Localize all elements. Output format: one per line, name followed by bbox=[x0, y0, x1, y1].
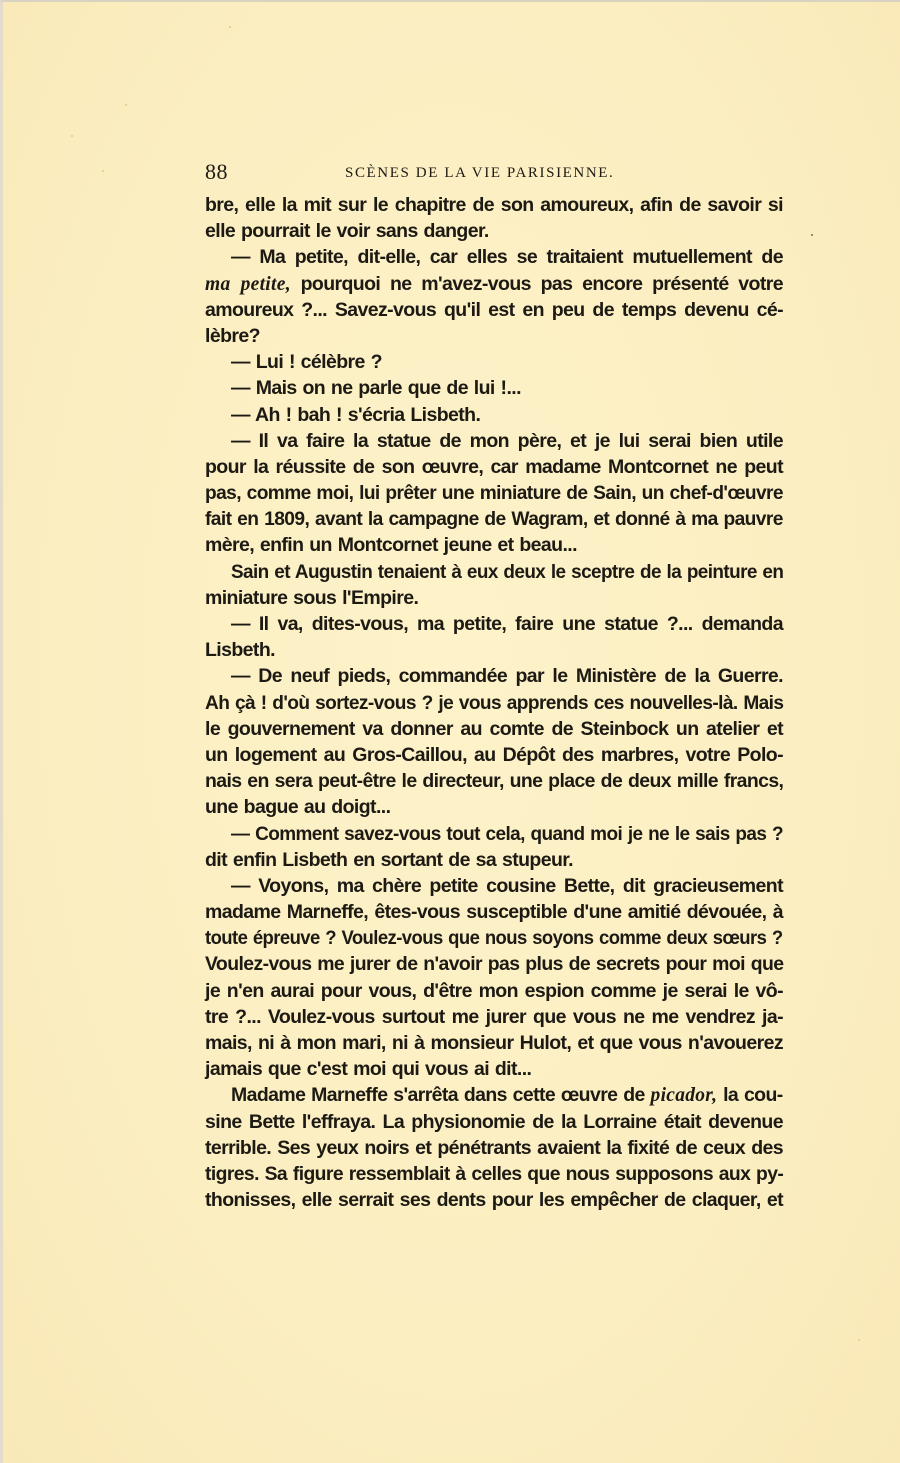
text-line bbox=[205, 375, 783, 401]
text-line bbox=[205, 297, 783, 323]
text-line-content: miniature sous l'Empire. bbox=[205, 586, 419, 609]
paper-speck bbox=[858, 1339, 860, 1341]
text-line-content: madame Marneffe, êtes-vous susceptible d'une amitié dévouée, à bbox=[205, 901, 783, 924]
text-line-content: Lisbeth. bbox=[205, 639, 275, 662]
text-line bbox=[205, 1030, 783, 1056]
text-line bbox=[205, 559, 783, 585]
text-line-content: — Mais on ne parle que de lui !... bbox=[231, 377, 521, 400]
text-line bbox=[205, 271, 783, 297]
text-line bbox=[205, 742, 783, 768]
text-line-content: elle pourrait le voir sans danger. bbox=[205, 220, 489, 243]
text-line-content: lèbre? bbox=[205, 324, 260, 347]
paper-speck bbox=[811, 234, 813, 236]
text-line bbox=[205, 192, 783, 218]
text-line-content: tre ?... Voulez-vous surtout me jurer que vous ne me vendrez ja- bbox=[205, 1005, 783, 1028]
text-line bbox=[205, 1109, 783, 1135]
text-line bbox=[205, 690, 783, 716]
text-run: Madame Marneffe s'arrêta dans cette œuvre de bbox=[231, 1084, 651, 1107]
text-line-content: sine Bette l'effraya. La physionomie de la Lorraine était devenue bbox=[205, 1110, 783, 1133]
text-line bbox=[205, 637, 783, 663]
text-run: la cou- bbox=[717, 1084, 783, 1107]
text-line-content bbox=[205, 271, 783, 298]
text-line-content: un logement au Gros-Caillou, au Dépôt des marbres, votre Polo- bbox=[205, 743, 783, 766]
text-line bbox=[205, 611, 783, 637]
text-line-content: — Il va faire la statue de mon père, et je lui serai bien utile bbox=[231, 429, 783, 452]
text-line-content: mère, enfin un Montcornet jeune et beau... bbox=[205, 534, 577, 557]
text-line bbox=[205, 951, 783, 977]
text-line bbox=[205, 663, 783, 689]
text-line bbox=[205, 821, 783, 847]
text-line-content: une bague au doigt... bbox=[205, 796, 391, 819]
text-line bbox=[205, 428, 783, 454]
text-line bbox=[205, 1082, 783, 1108]
text-line-content: tigres. Sa figure ressemblait à celles que nous supposons aux py- bbox=[205, 1162, 784, 1185]
text-line bbox=[205, 1056, 783, 1082]
text-line bbox=[205, 1187, 783, 1213]
text-line bbox=[205, 480, 783, 506]
text-line-content: Ah çà ! d'où sortez-vous ? je vous apprends ces nouvelles-là. Mais bbox=[205, 691, 784, 714]
text-line-content: je n'en aurai pour vous, d'être mon espion comme je serai le vô- bbox=[205, 979, 783, 1002]
running-head: SCÈNES DE LA VIE PARISIENNE. bbox=[345, 165, 615, 181]
text-line-content: — Comment savez-vous tout cela, quand moi je ne le sais pas ? bbox=[231, 822, 784, 845]
paper-speck bbox=[229, 26, 231, 28]
text-line-content: jamais que c'est moi qui vous ai dit... bbox=[205, 1058, 532, 1081]
text-line-content: — Lui ! célèbre ? bbox=[231, 351, 382, 374]
text-line bbox=[205, 454, 783, 480]
text-line-content: pour la réussite de son œuvre, car madame Montcornet ne peut bbox=[205, 455, 783, 478]
text-line-content: nais en sera peut-être le directeur, une place de deux mille francs, bbox=[205, 770, 784, 793]
text-line bbox=[205, 899, 783, 925]
text-line-content: dit enfin Lisbeth en sortant de sa stupeur. bbox=[205, 848, 574, 871]
text-line-content: toute épreuve ? Voulez-vous que nous soyons comme deux sœurs ? bbox=[205, 927, 783, 950]
text-line-content: fait en 1809, avant la campagne de Wagram, et donné à ma pauvre bbox=[205, 508, 783, 531]
text-run: pourquoi ne m'avez-vous pas encore présenté votre bbox=[290, 272, 783, 295]
text-line-content: Voulez-vous me jurer de n'avoir pas plus de secrets pour moi que bbox=[205, 953, 784, 976]
text-line-content: — Il va, dites-vous, ma petite, faire une statue ?... demanda bbox=[231, 613, 783, 635]
text-line-content: — Ma petite, dit-elle, car elles se traitaient mutuellement de bbox=[231, 246, 783, 269]
text-line bbox=[205, 402, 783, 428]
text-line-content: — De neuf pieds, commandée par le Ministère de la Guerre. bbox=[231, 665, 783, 688]
text-line-content: mais, ni à mon mari, ni à monsieur Hulot, et que vous n'avouerez bbox=[205, 1032, 783, 1054]
paper-speck bbox=[102, 170, 104, 172]
text-line bbox=[205, 847, 783, 873]
text-line bbox=[205, 349, 783, 375]
text-line-content: bre, elle la mit sur le chapitre de son amoureux, afin de savoir si bbox=[205, 194, 783, 216]
paper-speck bbox=[125, 104, 127, 106]
text-line bbox=[205, 585, 783, 611]
text-line bbox=[205, 244, 783, 270]
text-line bbox=[205, 1161, 783, 1187]
text-line bbox=[205, 218, 783, 244]
text-line bbox=[205, 925, 783, 951]
text-line bbox=[205, 768, 783, 794]
text-line-content bbox=[231, 1082, 783, 1109]
text-line bbox=[205, 1135, 783, 1161]
body-text bbox=[205, 192, 783, 1213]
text-line-content: — Voyons, ma chère petite cousine Bette, dit gracieusement bbox=[231, 874, 783, 897]
page-number: 88 bbox=[205, 159, 228, 184]
italic-text-run: picador, bbox=[650, 1085, 718, 1107]
text-line-content: amoureux ?... Savez-vous qu'il est en peu de temps devenu cé- bbox=[205, 298, 783, 321]
text-line-content: thonisses, elle serrait ses dents pour les empêcher de claquer, et bbox=[205, 1189, 783, 1212]
text-line-content: Sain et Augustin tenaient à eux deux le sceptre de la peinture en bbox=[231, 560, 784, 583]
text-line-content: — Ah ! bah ! s'écria Lisbeth. bbox=[231, 403, 481, 426]
text-line bbox=[205, 323, 783, 349]
text-line bbox=[205, 506, 783, 532]
text-line bbox=[205, 532, 783, 558]
text-line bbox=[205, 794, 783, 820]
text-line bbox=[205, 716, 783, 742]
text-line-content: le gouvernement va donner au comte de Steinbock un atelier et bbox=[205, 717, 783, 740]
text-line bbox=[205, 873, 783, 899]
italic-text-run: ma petite, bbox=[205, 273, 291, 295]
text-line-content: terrible. Ses yeux noirs et pénétrants avaient la fixité de ceux des bbox=[205, 1136, 783, 1159]
text-line bbox=[205, 978, 783, 1004]
text-line-content: pas, comme moi, lui prêter une miniature de Sain, un chef-d'œuvre bbox=[205, 482, 783, 505]
paper-speck bbox=[71, 135, 73, 137]
page-header bbox=[205, 159, 783, 185]
text-line bbox=[205, 1004, 783, 1030]
